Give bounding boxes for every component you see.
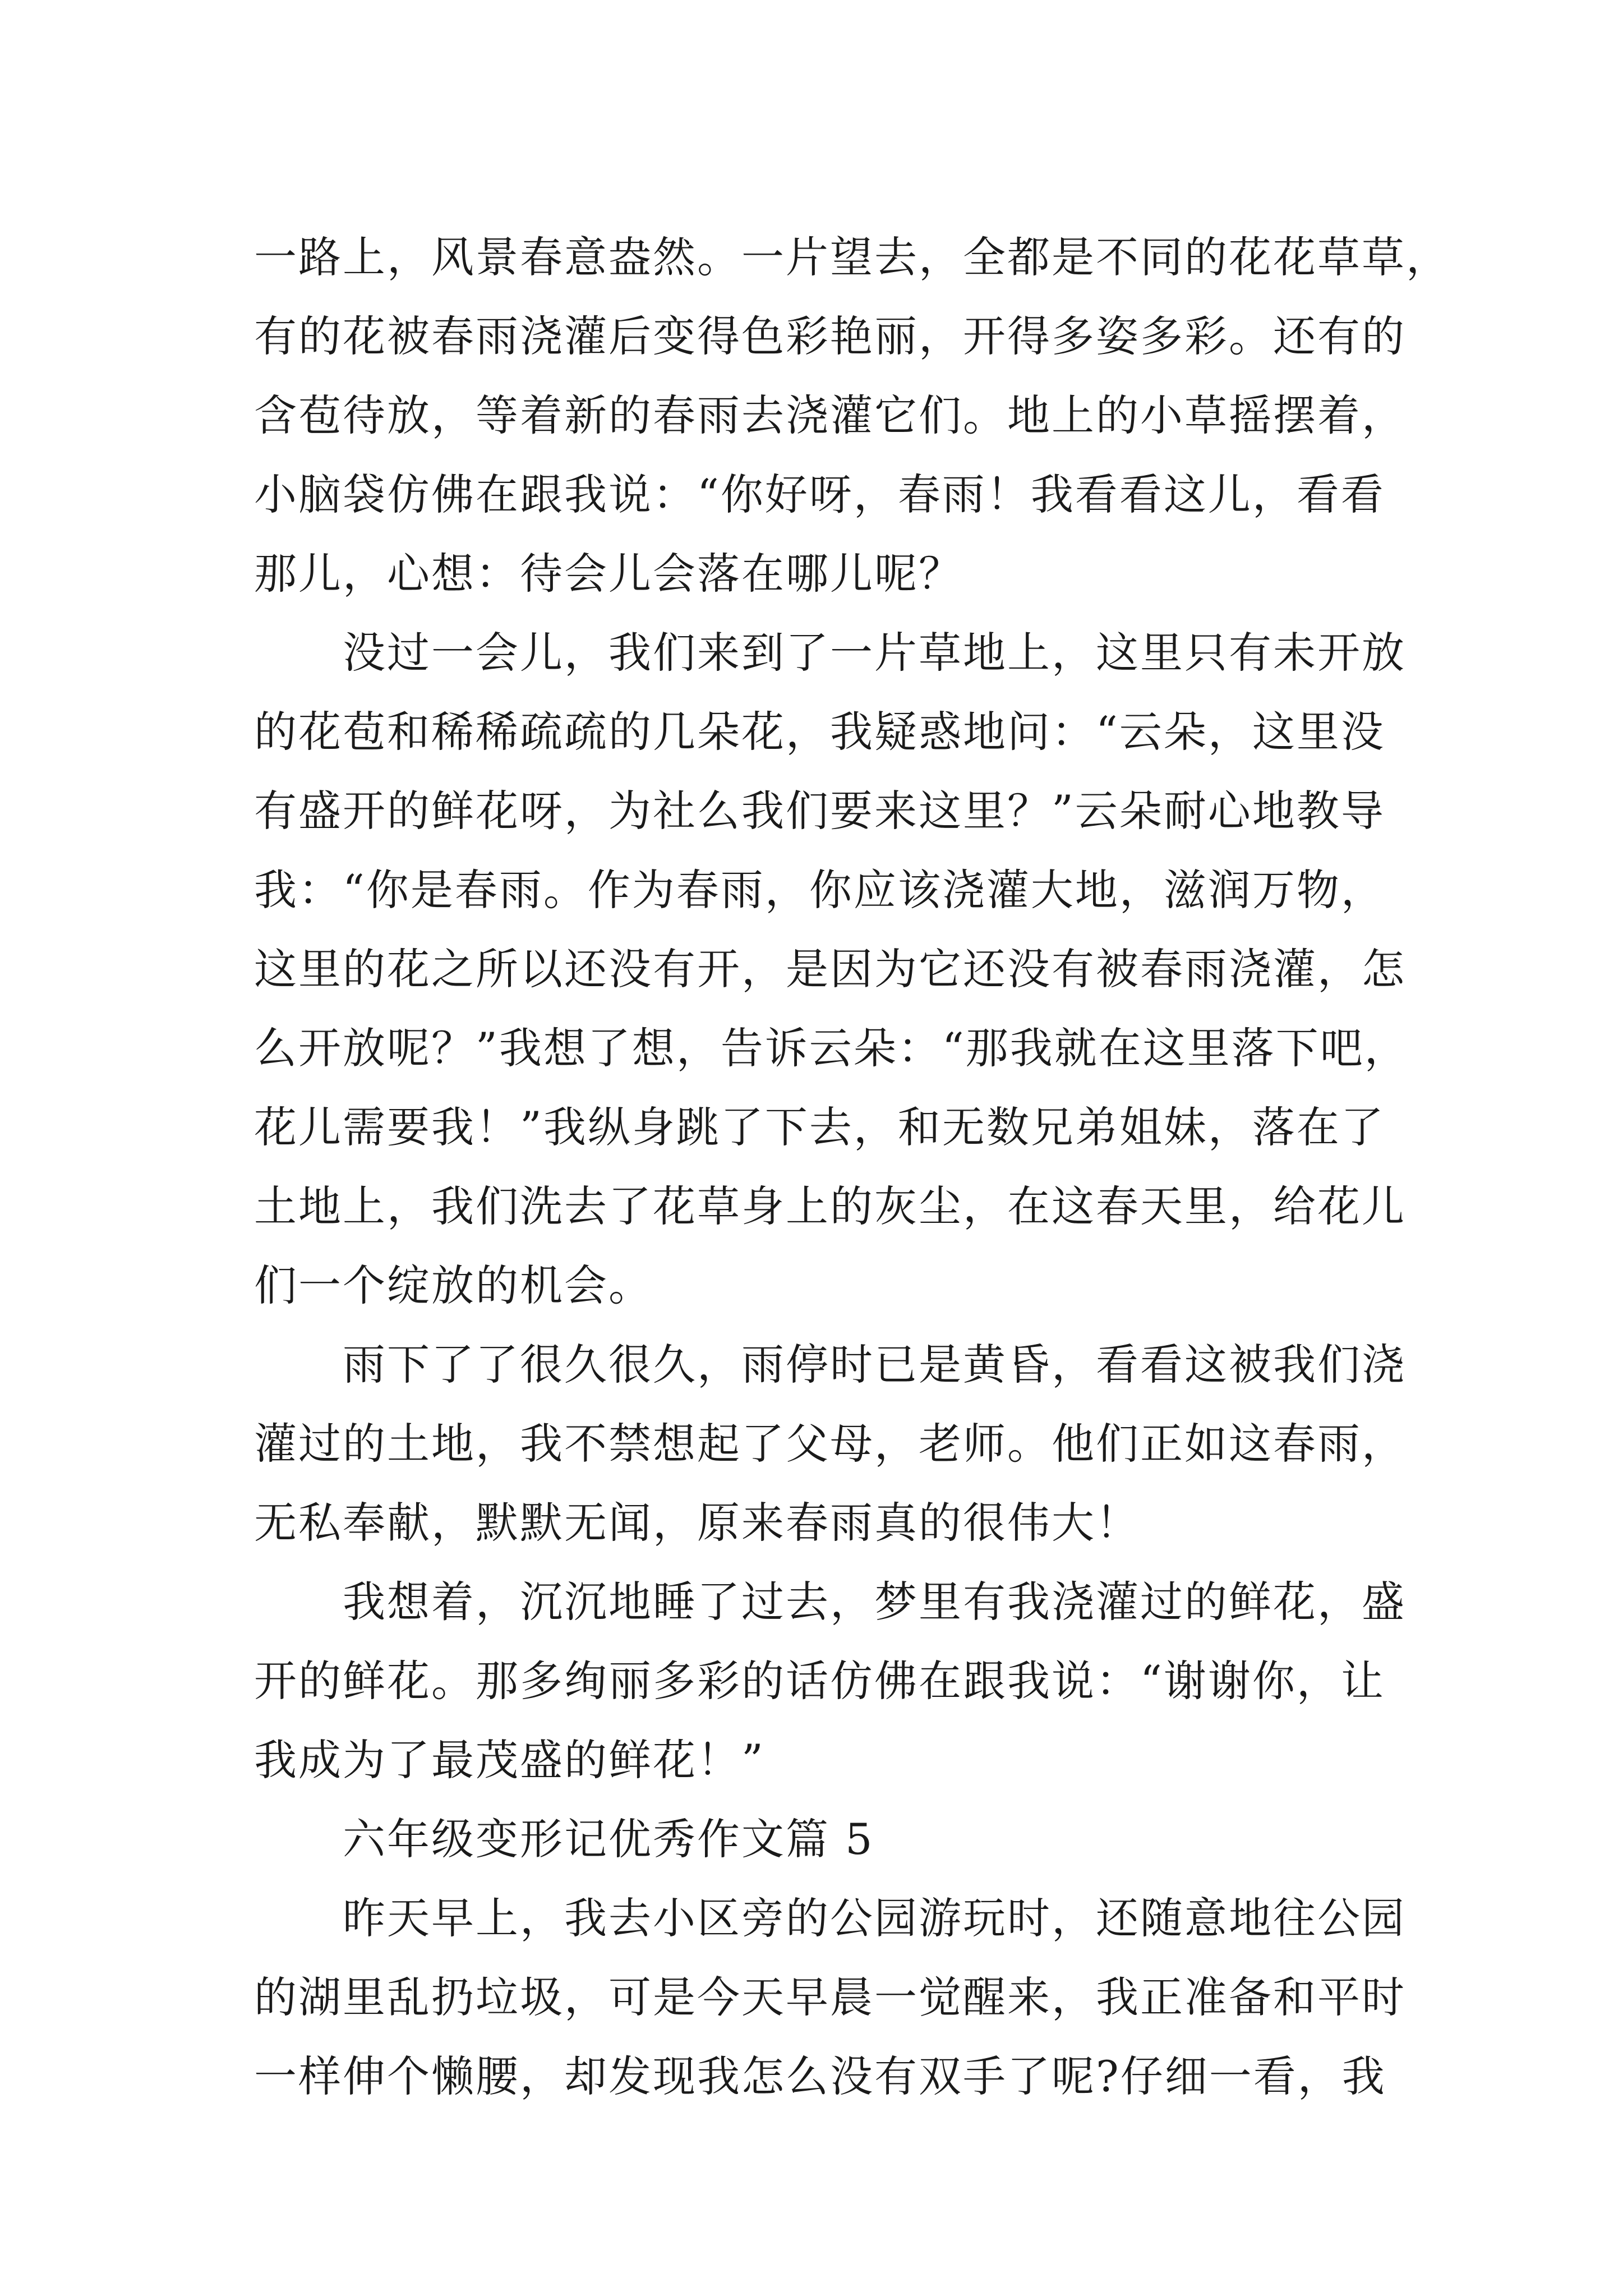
paragraph-start-line: 没过一会儿，我们来到了一片草地上，这里只有未开放 [343, 628, 1406, 678]
text-line: 含苞待放，等着新的春雨去浇灌它们。地上的小草摇摆着， [254, 390, 1406, 440]
text-line: 无私奉献，默默无闻，原来春雨真的很伟大！ [254, 1498, 1140, 1548]
text-line: 一路上，风景春意盎然。一片望去，全都是不同的花花草草， [254, 232, 1450, 282]
document-body [254, 218, 1450, 2116]
text-line: 有盛开的鲜花呀，为社么我们要来这里？”云朵耐心地教导 [254, 786, 1385, 836]
text-line: 一样伸个懒腰，却发现我怎么没有双手了呢?仔细一看，我 [254, 2051, 1386, 2101]
text-line: 的花苞和稀稀疏疏的几朵花，我疑惑地问：“云朵，这里没 [254, 707, 1385, 757]
text-line: 那儿，心想：待会儿会落在哪儿呢？ [254, 549, 963, 599]
text-line: 么开放呢？”我想了想，告诉云朵：“那我就在这里落下吧， [254, 1023, 1409, 1073]
text-line: 我：“你是春雨。作为春雨，你应该浇灌大地，滋润万物， [254, 865, 1385, 915]
paragraph-start-line: 我想着，沉沉地睡了过去，梦里有我浇灌过的鲜花，盛 [343, 1577, 1406, 1627]
paragraph-start-line: 雨下了了很久很久，雨停时已是黄昏，看看这被我们浇 [343, 1340, 1406, 1389]
text-line: 的湖里乱扔垃圾，可是今天早晨一觉醒来，我正准备和平时 [254, 1972, 1406, 2022]
text-line: 有的花被春雨浇灌后变得色彩艳丽，开得多姿多彩。还有的 [254, 311, 1406, 361]
text-line: 开的鲜花。那多绚丽多彩的话仿佛在跟我说：“谢谢你，让 [254, 1656, 1385, 1706]
text-line: 小脑袋仿佛在跟我说：“你好呀，春雨！我看看这儿，看看 [254, 470, 1385, 519]
text-line: 花儿需要我！”我纵身跳了下去，和无数兄弟姐妹，落在了 [254, 1102, 1385, 1152]
text-line: 们一个绽放的机会。 [254, 1260, 653, 1310]
text-line: 灌过的土地，我不禁想起了父母，老师。他们正如这春雨， [254, 1419, 1406, 1469]
text-line: 我成为了最茂盛的鲜花！” [254, 1735, 765, 1785]
text-line: 土地上，我们洗去了花草身上的灰尘，在这春天里，给花儿 [254, 1181, 1406, 1231]
text-line: 这里的花之所以还没有开，是因为它还没有被春雨浇灌，怎 [254, 944, 1406, 994]
section-heading: 六年级变形记优秀作文篇 5 [343, 1814, 874, 1864]
paragraph-start-line: 昨天早上，我去小区旁的公园游玩时，还随意地往公园 [343, 1893, 1406, 1943]
